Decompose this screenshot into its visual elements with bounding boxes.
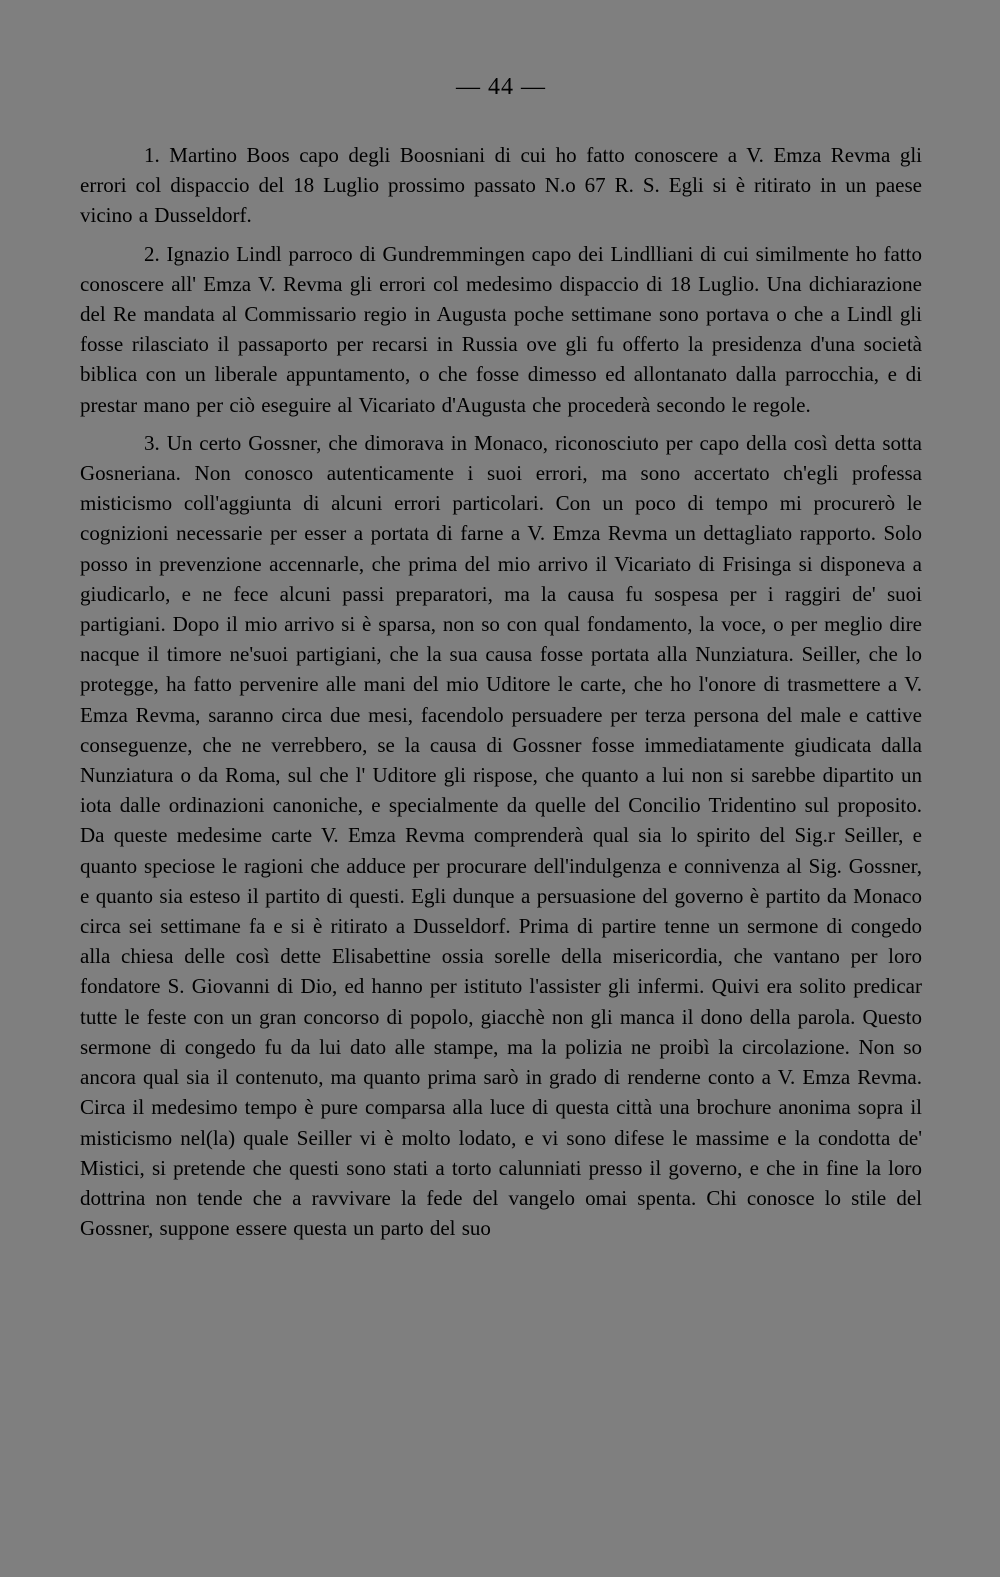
paragraph-3: 3. Un certo Gossner, che dimorava in Monaco, riconosciuto per capo della così detta sotta Gosneriana. Non conosco autenticamente i suoi errori, ma sono accertato ch'egli professa misticismo coll'aggiunta di alcuni errori particolari. Con un poco di tempo mi procurerò le cognizioni necessarie per esser a portata di farne a V. Emza Revma un dettagliato rapporto. Solo posso in prevenzione accennarle, che prima del mio arrivo il Vicariato di Frisinga si disponeva a giudicarlo, e ne fece alcuni passi preparatori, ma la causa fu sospesa per i raggiri de' suoi partigiani. Dopo il mio arrivo si è sparsa, non so con qual fondamento, la voce, o per meglio dire nacque il timore ne'suoi partigiani, che la sua causa fosse portata alla Nunziatura. Seiller, che lo protegge, ha fatto pervenire alle mani del mio Uditore le carte, che ho l'onore di trasmettere a V. Emza Revma, saranno circa due mesi, facendolo persuadere per terza persona del male e cattive conseguenze, che ne verrebbero, se la causa di Gossner fosse immediatamente giudicata dalla Nunziatura o da Roma, sul che l' Uditore gli rispose, che quanto a lui non si sarebbe dipartito un iota dalle ordinazioni canoniche, e specialmente da quelle del Concilio Tridentino sul proposito. Da queste medesime carte V. Emza Revma comprenderà qual sia lo spirito del Sig.r Seiller, e quanto speciose le ragioni che adduce per procurare dell'indulgenza e connivenza al Sig. Gossner, e quanto sia esteso il partito di questi. Egli dunque a persuasione del governo è partito da Monaco circa sei settimane fa e si è ritirato a Dusseldorf. Prima di partire tenne un sermone di congedo alla chiesa delle così dette Elisabettine ossia sorelle della misericordia, che vantano per loro fondatore S. Giovanni di Dio, ed hanno per istituto l'assister gli infermi. Quivi era solito predicar tutte le feste con un gran concorso di popolo, giacchè non gli manca il dono della parola. Questo sermone di congedo fu da lui dato alle stampe, ma la polizia ne proibì la circolazione. Non so ancora qual sia il contenuto, ma quanto prima sarò in grado di renderne conto a V. Emza Revma. Circa il medesimo tempo è pure comparsa alla luce di questa città una brochure anonima sopra il misticismo nel(la) quale Seiller vi è molto lodato, e vi sono difese le massime e la condotta de' Mistici, si pretende che questi sono stati a torto calunniati presso il governo, e che in fine la loro dottrina non tende che a ravvivare la fede del vangelo omai spenta. Chi conosce lo stile del Gossner, suppone essere questa un parto del suo xyxy=(80,430,922,1241)
paragraph-2: 2. Ignazio Lindl parroco di Gundremmingen capo dei Lindlliani di cui similmente ho fatto conoscere all' Emza V. Revma gli errori col medesimo dispaccio di 18 Luglio. Una dichiarazione del Re mandata al Commissario regio in Augusta poche settimane sono portava o che a Lindl gli fosse rilasciato il passaporto per recarsi in Russia ove gli fu offerto la presidenza d'una società biblica con un liberale appuntamento, o che fosse dimesso ed allontanato dalla parrocchia, e di prestar mano per ciò eseguire al Vicariato d'Augusta che procederà secondo le regole. xyxy=(80,241,922,417)
body-text xyxy=(80,140,922,1243)
page-number: — 44 — xyxy=(456,74,546,100)
paragraph-1: 1. Martino Boos capo degli Boosniani di cui ho fatto conoscere a V. Emza Revma gli errori col dispaccio del 18 Luglio prossimo passato N.o 67 R. S. Egli si è ritirato in un paese vicino a Dusseldorf. xyxy=(80,143,922,228)
